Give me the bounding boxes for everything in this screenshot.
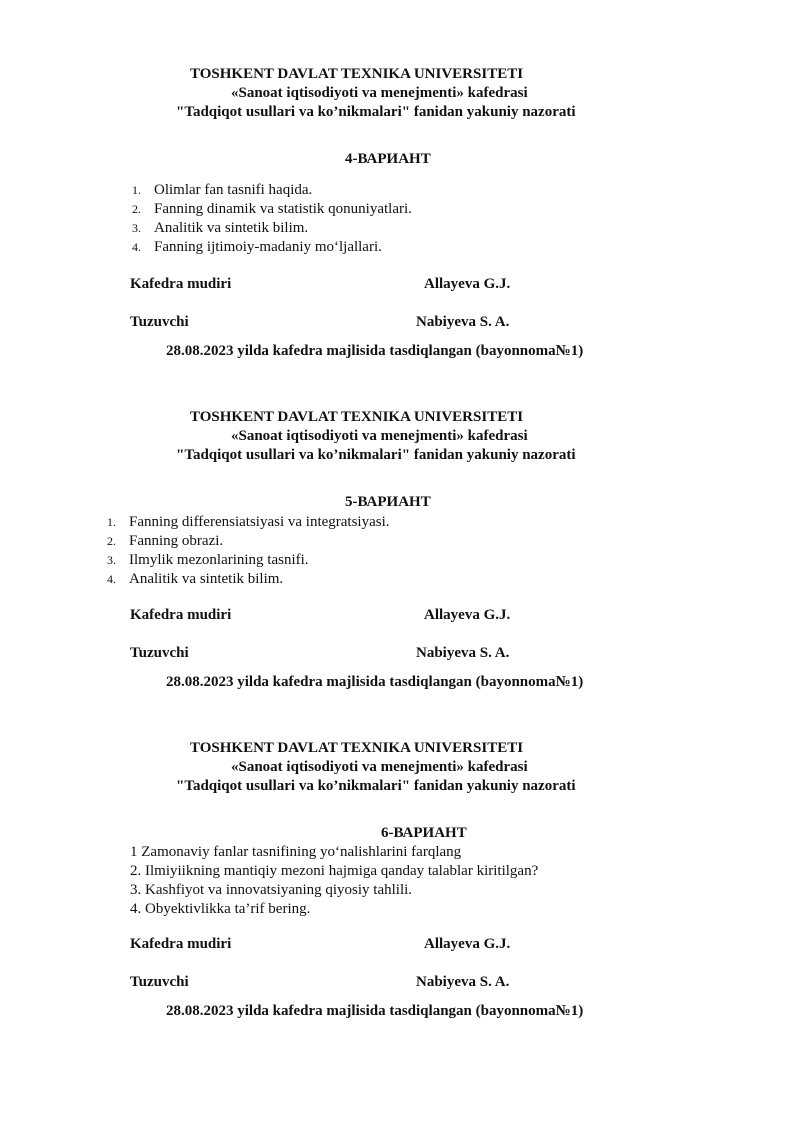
variant-title: 4-ВАРИАНТ <box>345 151 431 167</box>
list-number: 1. <box>132 183 141 197</box>
department-name: «Sanoat iqtisodiyoti va menejmenti» kafedrasi <box>231 85 528 101</box>
head-of-department-label: Kafedra mudiri <box>130 607 232 623</box>
list-number: 4. <box>107 572 116 586</box>
list-item <box>132 238 412 257</box>
question-text: Fanning differensiatsiyasi va integratsiyasi. <box>129 514 390 530</box>
department-name: «Sanoat iqtisodiyoti va menejmenti» kafedrasi <box>231 428 528 444</box>
head-of-department-name: Allayeva G.J. <box>424 607 511 623</box>
question-text: Olimlar fan tasnifi haqida. <box>154 182 313 198</box>
list-number: 2. <box>107 534 116 548</box>
approval-note: 28.08.2023 yilda kafedra majlisida tasdiqlangan (bayonnoma№1) <box>166 1003 584 1019</box>
question-list <box>107 513 390 589</box>
list-item: 1 Zamonaviy fanlar tasnifining yo‘nalishlarini farqlang <box>130 844 462 860</box>
author-label: Tuzuvchi <box>130 314 189 330</box>
department-name: «Sanoat iqtisodiyoti va menejmenti» kafedrasi <box>231 759 528 775</box>
author-label: Tuzuvchi <box>130 974 189 990</box>
university-name: TOSHKENT DAVLAT TEXNIKA UNIVERSITETI <box>190 66 524 82</box>
question-list <box>130 843 538 919</box>
university-name: TOSHKENT DAVLAT TEXNIKA UNIVERSITETI <box>190 740 524 756</box>
question-text: Fanning ijtimoiy-madaniy mo‘ljallari. <box>154 239 382 255</box>
author-name: Nabiyeva S. A. <box>416 314 510 330</box>
list-item <box>107 513 390 532</box>
university-name: TOSHKENT DAVLAT TEXNIKA UNIVERSITETI <box>190 409 524 425</box>
head-of-department-name: Allayeva G.J. <box>424 936 511 952</box>
list-item: 4. Obyektivlikka ta’rif bering. <box>130 901 311 917</box>
list-number: 3. <box>132 221 141 235</box>
question-text: Ilmylik mezonlarining tasnifi. <box>129 552 309 568</box>
list-number: 4. <box>132 240 141 254</box>
question-text: Analitik va sintetik bilim. <box>129 571 284 587</box>
head-of-department-label: Kafedra mudiri <box>130 276 232 292</box>
question-text: Fanning obrazi. <box>129 533 224 549</box>
approval-note: 28.08.2023 yilda kafedra majlisida tasdiqlangan (bayonnoma№1) <box>166 343 584 359</box>
list-item: 2. Ilmiyiikning mantiqiy mezoni hajmiga qanday talablar kiritilgan? <box>130 863 539 879</box>
list-item <box>107 551 390 570</box>
head-of-department-name: Allayeva G.J. <box>424 276 511 292</box>
list-item <box>132 200 412 219</box>
question-text: Fanning dinamik va statistik qonuniyatlari. <box>154 201 412 217</box>
head-of-department-label: Kafedra mudiri <box>130 936 232 952</box>
author-name: Nabiyeva S. A. <box>416 974 510 990</box>
variant-title: 5-ВАРИАНТ <box>345 494 431 510</box>
list-item <box>107 532 390 551</box>
list-item <box>132 181 412 200</box>
list-item <box>132 219 412 238</box>
list-number: 3. <box>107 553 116 567</box>
question-list <box>132 181 412 257</box>
list-number: 1. <box>107 515 116 529</box>
list-item <box>107 570 390 589</box>
variant-title: 6-ВАРИАНТ <box>381 825 467 841</box>
question-text: Analitik va sintetik bilim. <box>154 220 309 236</box>
subject-title: "Tadqiqot usullari va ko’nikmalari" fanidan yakuniy nazorati <box>176 778 576 794</box>
author-label: Tuzuvchi <box>130 645 189 661</box>
author-name: Nabiyeva S. A. <box>416 645 510 661</box>
subject-title: "Tadqiqot usullari va ko’nikmalari" fanidan yakuniy nazorati <box>176 104 576 120</box>
list-item: 3. Kashfiyot va innovatsiyaning qiyosiy tahlili. <box>130 882 413 898</box>
subject-title: "Tadqiqot usullari va ko’nikmalari" fanidan yakuniy nazorati <box>176 447 576 463</box>
list-number: 2. <box>132 202 141 216</box>
approval-note: 28.08.2023 yilda kafedra majlisida tasdiqlangan (bayonnoma№1) <box>166 674 584 690</box>
